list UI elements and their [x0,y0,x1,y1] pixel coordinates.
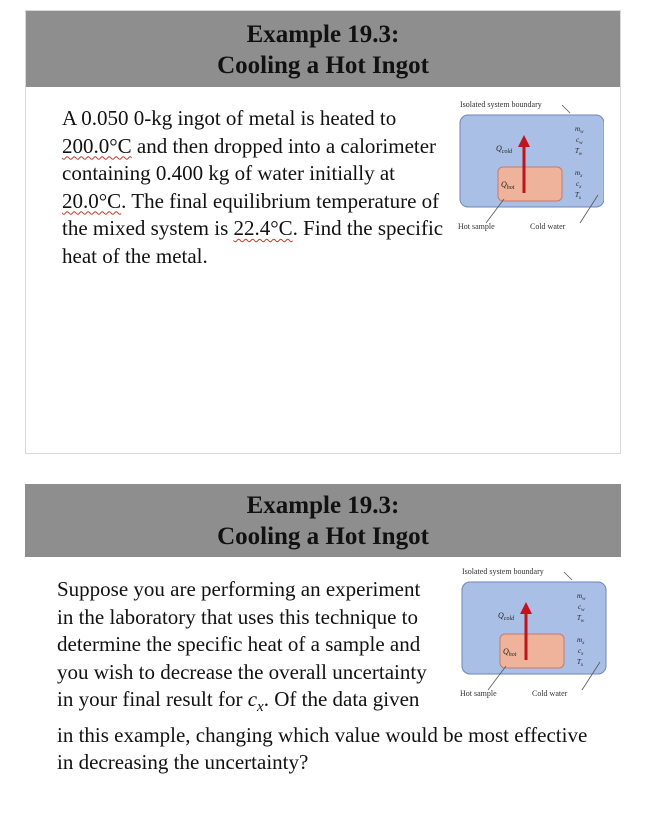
svg-text:mx: $m_x$ [575,169,583,179]
svg-text:Cold water: Cold water [532,689,568,698]
var-c: c [247,687,258,711]
svg-text:cx: $c_x$ [578,647,584,657]
slide-2-body [57,567,597,777]
var-c-sub: x [257,699,264,716]
svg-text:Qcold: $Q_{cold}$ [498,611,515,622]
svg-text:Tw: $T_w$ [577,614,585,624]
svg-text:cw: $c_w$ [578,603,585,613]
slide-2-title [25,484,621,557]
calorimeter-figure [458,99,604,234]
svg-text:mx: $m_x$ [577,636,585,646]
svg-text:mw: $m_w$ [575,125,584,135]
hot-sample-label: Hot sample [458,222,495,231]
slide-1-title [26,11,620,87]
slide-2-text-1: Suppose you are performing an experiment in the laboratory that uses this technique to determine the specific heat of a sample and you wish to decrease the overall uncertainty in your final result for [57,577,427,711]
sample-region [498,167,562,201]
slide-2-title-line2: Cooling a Hot Ingot [217,523,429,550]
temp-final: 22.4°C [233,216,293,240]
slide-1-title-line1: Example 19.3: [246,21,400,48]
calorimeter-figure-2 [459,566,607,701]
svg-text:Tw: $T_w$ [575,147,583,157]
svg-text:cx: $c_x$ [576,180,582,190]
slide-1-body [62,100,602,270]
svg-text:Tx: $T_x$ [575,191,582,201]
q-hot-label: Q [501,180,507,189]
slide-1-text-1: A 0.050 0-kg ingot of metal is heated to [62,106,397,130]
svg-text:Tx: $T_x$ [577,658,584,668]
q-cold-sub: cold [501,149,513,155]
svg-text:Qhot: $Q_{hot}$ [503,647,517,658]
slide-1 [25,10,621,454]
q-cold-label: Q [496,144,502,153]
slide-1-text-3: . The final equilibrium temperature of the mixed system is [62,188,440,240]
slide-1-text-4: . Find the specific heat of the metal. [62,216,444,268]
temp-hot: 200.0°C [62,133,132,158]
svg-text:cw: $c_w$ [576,136,583,146]
slide-2 [25,484,621,830]
cold-water-label: Cold water [530,222,566,231]
temp-water: 20.0°C [62,188,122,213]
svg-text:Isolated system boundary: Isolated system boundary [462,567,544,576]
slide-1-title-line2: Cooling a Hot Ingot [217,52,429,79]
boundary-label: Isolated system boundary [460,100,542,109]
slide-2-text-2: . Of the data given in this example, changing which value would be most effective in decreasing the uncertainty? [57,687,588,775]
q-hot-sub: hot [506,185,515,191]
slide-1-text-2: and then dropped into a calorimeter containing 0.400 kg of water initially at [62,133,437,185]
svg-text:mw: $m_w$ [577,592,586,602]
slide-2-title-line1: Example 19.3: [246,492,400,519]
svg-text:Hot sample: Hot sample [460,689,497,698]
